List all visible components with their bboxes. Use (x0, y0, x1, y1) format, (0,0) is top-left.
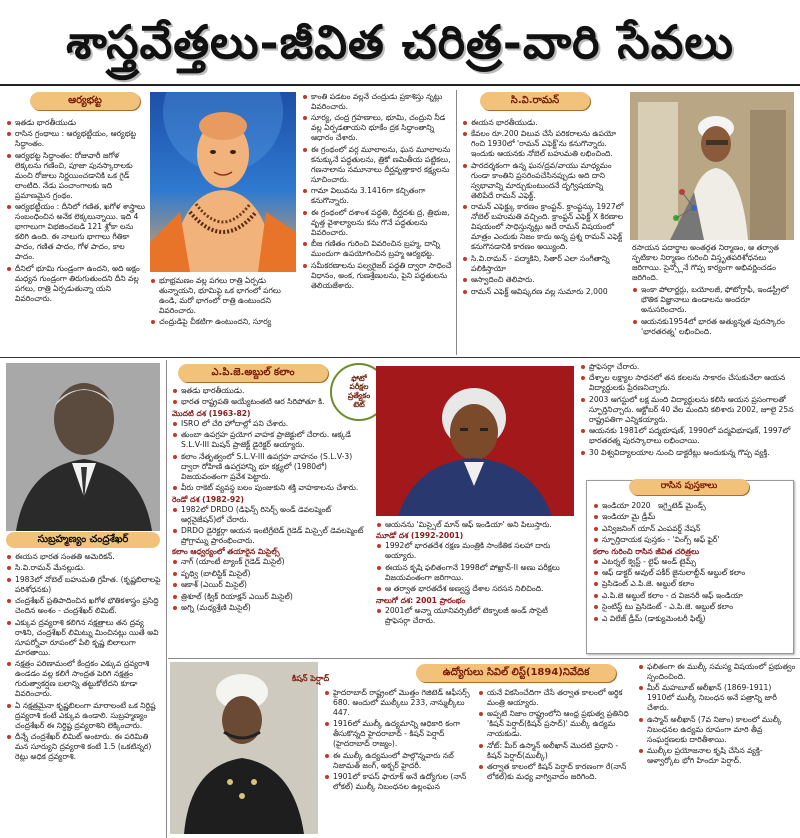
list-item: మీర్ మహబూబ్ ఆలీఖాన్ (1869-1911) 1910లో ముల్కీ నిబంధన అనే పత్రాన్ని జారీ చేశారు. (647, 683, 796, 713)
aryabhata-header: ఆర్యభట్ట (30, 92, 140, 110)
list-item: ఆఫ్ డాక్టర్ అవుల్ పకీర్ జైనులాబ్దీన్ అబ్దుల్ కలాం (602, 568, 789, 578)
badge-line: ఫోటో (351, 373, 367, 383)
list-item: కలాం నేతృత్వంలో S.L.V-III ఉపగ్రహ వాహనం (S.L.V-3) ద్వారా రోహిణి ఉపగ్రహాన్ని భూ కక్ష్యలో (1980లో) విజయవంతంగా ప్రవేశ పెట్టారు. (181, 452, 372, 482)
list-item: సి.వి.రామన్ - పద్మాకిని, సితార్ ఎలా సంగీతాన్ని పలికిస్తాయో (471, 254, 626, 274)
section-divider (168, 658, 800, 659)
badge-line: ప్రత్యేకం (347, 391, 371, 400)
list-item: దేశ్ళాల లక్ష్యాల సాధనలో తన కలలను సాకారం చేసుకునేలా ఆయన విద్యార్థులకు ప్రేరణనిచ్చారు. (589, 373, 796, 393)
aryabhata-illustration (150, 92, 296, 272)
list-item: 1982లో DRDO (డిఫెన్స్ రిసెర్చ్ అండ్ డెవలప్మెంట్ ఆర్గనైజేషన్)లో చేరారు. (181, 505, 372, 525)
list-item: ముల్కీల ప్రయోజనాల కృషి చేసిన వ్యక్తి- ఆళ్వార్కోట భోగి హిందూ పెర్షాద్. (647, 746, 796, 766)
list-item: ఎటర్నల్ క్వెస్ట్ - లైఫ్ అండ్ టైమ్స్ (602, 557, 789, 567)
list-item: నక్షత్రం పరిణామంలో కేంద్రకం ఎక్కువ ద్రవ్యరాశి ఉండడం వల్ల కలిగే సాంద్రత పెరిగి నక్షత్రం గురుత్వాకర్షణ బలాన్ని తట్టుకోలేదని కూడా వివరించారు. (15, 659, 162, 699)
aryabhata-col2 (302, 92, 452, 354)
badge-line: పరీక్షల (349, 382, 369, 392)
list-item: త్రిశూల్ (క్విక్ రియాక్షన్ ఎయిర్ మిసైల్) (181, 592, 372, 602)
list-item: ISRO లో చేరి హోదాల్లో పని చేశారు. (181, 419, 372, 429)
list-item: 30 విశ్వవిద్యాలయాల నుంచి డాక్టరేట్లు అందుకున్న గొప్ప వ్యక్తి. (589, 448, 796, 458)
page-title: శాస్త్రవేత్తలు-జీవిత చరిత్ర-వారి సేవలు (66, 14, 734, 69)
masthead (0, 0, 800, 86)
kishan-pershad-label: కిషన్ పెర్షాద్ (292, 674, 330, 683)
phase1-title: మొదటి దశ (1963-82) (172, 408, 251, 418)
section-divider (0, 357, 800, 358)
list-item: రామన్ ఎఫెక్ట్కు కారణం క్రాంప్టన్. క్రాంప్టన్కు 1927లో నోబెల్ బహుమతి వచ్చింది. క్రాంప్టన్ ఎఫెక్ట్ X కిరణాల విషయంలో సాధిస్తున్నట్లు అదే రామన్ విషయంలో మాత్రం ఎందుకు నిజం కాదు అన్న ప్రశ్న రామన్ ఎఫెక్ట్ కనుగొనడానికి కారణం అయ్యింది. (471, 202, 626, 252)
aryabhata-below-photo (150, 276, 296, 352)
civil-list-col1 (324, 688, 472, 836)
missiles-title: కలాం ఆధ్వర్యంలో తయారైన మిసైల్స్ (172, 547, 280, 557)
list-item: 2003 ఆగస్టులో లక్ష మంది విద్యార్థులను కలిసి ఆయన ప్రసంగాలతో స్ఫూర్తినిచ్చారు. ఆక్టోబర్ 40 వేల మందిని కలిశారు 2002, జూలై 25న రాష్ట్రపతిగా ఎన్నికయ్యారు. (589, 395, 796, 425)
civil-list-header: ఉద్యోగులు సివిల్ లిస్ట్(1894)నివేదిక (416, 664, 616, 682)
badge-line: టెట్ (353, 399, 365, 409)
books-list (593, 501, 789, 651)
list-item: ఇండియా మై డ్రీమ్ (602, 512, 789, 522)
list-item: 2001లో అన్నా యూనివర్సిటీలో టెక్నాలజీ అండ్ సొసైటీ ప్రొఫెసర్గా చేరారు. (385, 606, 574, 626)
list-item: సైంటిస్ట్ టు ప్రెసిడెంట్ - ఎ.పి.జె. అబ్దుల్ కలాం (602, 602, 789, 612)
aryabhata-col1 (6, 118, 146, 350)
chandrasekhar-photo (6, 363, 160, 531)
list-item: ఆ తర్వాత భారతదేశ అణ్వస్త్ర దేశాల సరసన నిలిచింది. (385, 584, 574, 594)
books-box (586, 480, 794, 654)
phase2-title: రెండో దశ (1982-92) (172, 494, 244, 504)
list-item: సూర్య, చంద్ర గ్రహణాలు, భూమి, చంద్రుని నీడ వల్ల ఏర్పడతాయని భూకేం ద్రక సిద్ధాంతాన్ని ఆధారం చేశారు. (311, 113, 452, 143)
kalam-header: ఎ.పి.జె.అబ్దుల్ కలాం (178, 364, 328, 382)
list-item: యనే వికసించేదిగా చేసే తర్వాత కాలంలో అర్థిక మంత్రి అయ్యారు. (487, 688, 632, 708)
list-item: ఫలితంగా ఈ ముల్కీ సమస్య విషయంలో ప్రభుత్వం స్పందించింది. (647, 662, 796, 682)
list-item: ప్రెసిడెంట్ ఎ.పి.జె. అబ్దుల్ కలాం (602, 579, 789, 589)
kalam-illustration (376, 366, 574, 516)
list-item: 1992లో భారతదేశ రక్షణ మంత్రికి సాంకేతిక సలహా దారు అయ్యారు. (385, 541, 574, 561)
list-item: సి.వి.రామన్ మేనల్లుడు. (15, 563, 162, 573)
list-item: రామన్ ఎఫెక్ట్ ఆవిష్కరణ వల్ల సుమారు 2,000 (471, 287, 626, 297)
raman-photo (630, 92, 794, 240)
list-item: భూభ్రమణం వల్ల పగలు రాత్రి ఏర్పడు తున్నాయని, భూమిపై ఒక భాగంలో పగలు ఉండి, మరో భాగంలో రాత్రి ఉంటుందని వివరించారు. (159, 276, 296, 316)
raman-right-text: రసాయన పదార్థాల అంతర్గత నిర్మాణం, ఆ తర్వాత స్ఫటికాల నిర్మాణం గురించి విస్తృతపరిశోధనలు జరిగాయి. సైన్స్లోనే గొప్ప కార్యంగా అభివర్ణించడం జరిగింది. (632, 243, 779, 283)
raman-header: సి.వి.రామన్ (480, 92, 590, 110)
chandrasekhar-col (6, 552, 162, 838)
list-item: ఆకాశ్ (ఎయిర్ మిసైల్) (181, 580, 372, 590)
list-item: ఈ గ్రంథంలో దశాంశ పద్ధతి, దీర్ఘదశు ద్ర, త్రిభుజ, వృత్త వైశాల్యాలను కను గొనే పద్ధతులను వివరించారు. (311, 208, 452, 238)
list-item: నోట్: మీర్ ఉస్మాన్ అలీఖాన్ మొదటి ప్రధాని - కిషన్ పెర్షాద్(ముల్కీ) (487, 741, 632, 761)
raman-right (632, 243, 796, 355)
list-item: తర్వాత కాలంలో కిషన్ పెర్షాద్ కారణంగా రే(నాన్ లోకల్)కు మధ్య వాగ్వివాదం జరిగింది. (487, 762, 632, 782)
biographies-title: కలాం గురించి రాసిన జీవిత చరిత్రలు (593, 546, 700, 556)
list-item: ఇతడు భారతీయుడు. (181, 386, 372, 396)
list-item: వీరు రాకెట్ వ్యవస్థ బలం పుంజుకుని శక్తి వాహకాలను చేశారు. (181, 483, 372, 493)
list-item: ఏ నక్షత్రమైనా కృష్ణబిలంగా మారాలంటే ఒక నిర్దిష్ట ద్రవ్యరాశి కంటే ఎక్కువ ఉండాలి. సుబ్రహ్మణ్యం చంద్రశేఖర్ ఈ నిర్దిష్ట ద్రవ్యరాశిని లెక్కించారు. (15, 701, 162, 731)
list-item: ఇంకా పోలార్జర్లు, బయోలజీ, ఫోటోగ్రాఫీ, ఇండస్ట్రీలో భౌతిక విజ్ఞానాలు ఉండాలను అందరూ అనుసరించారు. (641, 285, 796, 315)
list-item: ఆయనకు1954లో భారత అత్యున్నత పురస్కారం 'భారతరత్న' లభించింది. (641, 317, 796, 337)
kishan-pershad-illustration (170, 662, 318, 834)
civil-list-col2 (478, 688, 632, 836)
list-item: భారత రాష్ట్రపతి అయ్యేటంతటి ఆర సిరిపోతూ కి. (181, 397, 372, 407)
raman-illustration (630, 92, 794, 240)
raman-col1 (462, 118, 626, 356)
list-item: సమీకరణాలను పల్వరైజర్ పద్ధతి ద్వారా సాధించే విధానం, అంక, గుణశ్రేణులను, పైని పద్ధతులను తెలియజేశారు. (311, 260, 452, 290)
list-item: కేవలం రూ.200 విలువ చేసే పరికరాలను ఉపయో గించి 1930లో 'రామన్ ఎఫెక్ట్'ను కనుగొన్నారు. ఇందుకు ఆయనకు నోబెల్ బహుమతి లభించింది. (471, 129, 626, 159)
book-title: ఇగ్నైటెడ్ మైండ్స్ (657, 501, 706, 510)
list-item: అగ్ని (మధ్యశ్రేణి మిసైల్) (181, 603, 372, 613)
chandrasekhar-name: సుబ్రహ్మణ్యం చంద్రశేఖర్ (6, 532, 160, 548)
kishan-pershad-photo (170, 662, 318, 834)
list-item: హైదరాబాద్ రాష్ట్రంలో మొత్తం గెజిటెడ్ ఆఫీసర్స్ 680. అందులో ముల్కీలు 233, నాన్ముల్కీలు 447. (333, 688, 472, 718)
list-item: ఎ.పి.జె అబ్దుల్ కలాం - ద విజనరీ ఆఫ్ ఇండియా (602, 591, 789, 601)
list-item (602, 501, 789, 511)
list-item: ఈయన భారత సంతతి అమెరికన్. (15, 552, 162, 562)
list-item: ఈయన భారతీయుడు. (471, 118, 626, 128)
column-divider (166, 360, 167, 838)
list-item: పృథ్వి (బాలిస్టిక్ మిసైల్) (181, 569, 372, 579)
list-item: గామా విలువను 3.1416గా కచ్చితంగా కనుగొన్నారు. (311, 186, 452, 206)
phase4-title: నాలుగో దశ: 2001 ప్రారంభం (376, 595, 466, 605)
book-title: ఇండియా 2020 (602, 501, 651, 510)
list-item: 1901లో కాపస్ ఫారూక్ అనే ఉద్యోగుల (నాన్ లోకల్) ముల్కీ నిబంధనల ఉల్లంఘన (333, 772, 472, 792)
list-item: ఉస్మాన్ అలీఖాన్ (7వ నిజాం) కాలంలో ముల్కీ నిబంధనల ఉద్యమ రూపంగా మారి తీవ్ర సంఘర్షణలకు దారితీశాయి. (647, 715, 796, 745)
list-item: ఎన్విజనింగ్ యాన్ ఎంపవర్డ్ నేషన్ (602, 524, 789, 534)
list-item: చంద్రుడిపై చీకటిగా ఉంటుందని, సూర్య (159, 317, 296, 327)
list-item: ఎక్కువ ద్రవ్యరాశి కలిగిన నక్షత్రాలు తన ద్రవ్య రాశిని, చంద్రశేఖర్ లిమిట్ను మించినట్లు యితే అవి సూపర్నోవా రూపంలో పేలి కృష్ణ బిలాలుగా మారతాయి. (15, 618, 162, 658)
list-item: తుంబా ఉపగ్రహ ప్రయోగ వాహక ప్రాజెక్టులో చేరారు. ఆక్కడే S.L.V-III మిషన్ ప్రాజెక్ట్ డైరెక్టర్ అయ్యారు. (181, 430, 372, 450)
list-item: ఈ గ్రంథంలో వర్గ మూలాలను, ఘన మూలాలను కనుక్కునే పద్ధతులను, త్రికో ణమితీయ పట్టికలు, గణనాలాను నమూనాలు దీర్ఘవృత్తాకార కక్ష్యలను సూచించారు. (311, 144, 451, 184)
list-item: ఆయనను 'మిస్సైల్ మాన్ ఆఫ్ ఇండియా' అని పిలుస్తారు. (385, 520, 574, 530)
list-item: నాగ్ (యాంటీ ట్యాంక్ గైడెడ్ మిసైల్) (181, 557, 372, 567)
kalam-right (580, 362, 796, 474)
aryabhata-portrait (150, 92, 296, 272)
kalam-col2 (376, 520, 574, 648)
list-item: ఆయనకు 1981లో పద్మభూషణ్, 1990లో పద్మవిభూషణ్, 1997లో భారతరత్న పురస్కారాలు లభించాయి. (589, 426, 796, 446)
civil-list-col3 (638, 662, 796, 836)
books-header: రాసిన పుస్తకాలు (629, 479, 749, 495)
list-item: ఆర్యభట్టీయం : దీనిలో గణిత, ఖగోళ శాస్త్రాలు సంబంధించిన అనేక లెక్కలున్నాయి. ఇది 4 భాగాలుగా విభజించబడి 121 శ్లోకా లను కలిగి ఉంది. ఈ నాలుగు భాగాలు గీతికా పాదం, గణిత పాదం, గోళ పాదం, కాల పాదం. (15, 202, 146, 262)
list-item: పారదర్శకంగా ఉన్న ఘన/ద్రవ/వాయు మాధ్యమం గుండా కాంతిని ప్రసరింపచేసినప్పుడు అది దాని స్వభావాన్ని మార్చుకుంటుందనే దృగ్విషయాన్ని తెలిపేదే రామన్ ఎఫెక్ట్. (471, 161, 626, 201)
list-item: ఆర్యభట్ట సిద్ధాంతం: రోజువారీ జగోళ లెక్కలను గణించి, పూజా పునస్కారాలకు మంచి రోజులు నిర్ణయించడానికి ఒక గైడ్ లాంటిది. నేడు పంచాంగాలకు ఇది ప్రమాణమైన గ్రంథం. (15, 151, 146, 201)
list-item: బీజ గణితం గురించి వివరించిన బ్రహ్మ, దాన్ని ముందుగా ఉపయోగించిన బ్రహ్మ ఆర్యభట్ట. (311, 239, 452, 259)
list-item: రాసిన గ్రంథాలు : ఆర్యభట్టీయం, ఆర్యభట్ట సిద్ధాంతం. (15, 129, 146, 149)
list-item: 1916లో ముల్కీ ఉద్యమాన్ని ఆధికారి కంగా తీసుకొన్నది హైదరాబాద్ - కిషన్ పెర్షాద్ (హైదరాబాద్ రాజ్యం). (333, 719, 472, 749)
chandrasekhar-illustration (6, 363, 160, 531)
list-item: ఈయన కృషి ఫలితంగానే 1998లో పోఖ్రాన్-II అణు పరీక్షలు విజయవంతంగా జరిగాయి. (385, 563, 574, 583)
list-item: ప్రొఫెసర్గా చేరారు. (589, 362, 796, 372)
column-divider (456, 90, 457, 355)
kalam-col1 (172, 386, 372, 658)
list-item: ఇతడు భారతీయుడు (15, 118, 146, 128)
list-item: దీన్నే చంద్రశేఖర్ లిమిట్ అంటారు. ఈ పరిమితి మన సూర్యుని ద్రవ్యరాశి కంటే 1.5 (ఒకటిన్నర) రెట్లు అధిక ద్రవ్యరాశి. (15, 732, 162, 762)
list-item: 1983లో నోబెల్ బహుమతి గ్రహీత. (కృష్ణబిలాలపై పరిశోధనకు) (15, 574, 161, 594)
list-item: DRDO డైరెక్టర్గా ఆయన ఇంటిగ్రేటెడ్ గైడెడ్ మిస్సైల్ డెవలప్మెంట్ ప్రోగ్రామ్ను ప్రారంభించారు. (181, 526, 372, 546)
list-item: కాంతి పడటం వల్లనే చంద్రుడు ప్రకాశిస్తు న్నట్లు వివరించారు. (311, 92, 452, 112)
list-item: స్ఫూర్తిదాయక పుస్తకం - 'వింగ్స్ ఆఫ్ ఫైర్' (602, 535, 789, 545)
list-item: అప్పటి నిజాం రాష్ట్రంలోని ఆంధ్ర ప్రభుత్వ ప్రతినిధి 'కిషన్ పెర్షాద్(కిషన్ ప్రసాద్)' ముల్కీ ఉద్యమ నాయకుడు. (487, 709, 632, 739)
list-item: ఆస్వాదించి తెలిపారు. (471, 275, 626, 285)
list-item: చంద్రశేఖర్ ప్రతిపాదించిన ఖగోళ భౌతికశాస్త్రం ప్రసిద్ధి చెందిన అంశం - చంద్రశేఖర్ లిమిట్. (15, 596, 162, 616)
list-item: ఎ విలేజ్ డ్రీమ్ (డాక్యుమెంటరీ ఫిల్మ్) (602, 614, 789, 624)
list-item: ఈ ముల్కీ ఉద్యమంలో పాల్గొన్నవారు నబ్ నిజామత్ జంగ్, అక్బర్ హైదరీ. (333, 751, 472, 771)
kalam-photo (376, 366, 574, 516)
phase3-title: మూడో దశ (1992-2001) (376, 531, 464, 541)
list-item: దీనిలో భూమి గుండ్రంగా ఉందని, అది అక్షం మధ్యన గుండ్రంగా తిరుగుతుందని దీని వల్ల పగలు, రాత్రి ఏర్పడుతున్నా యని వివరించారు. (15, 264, 146, 304)
